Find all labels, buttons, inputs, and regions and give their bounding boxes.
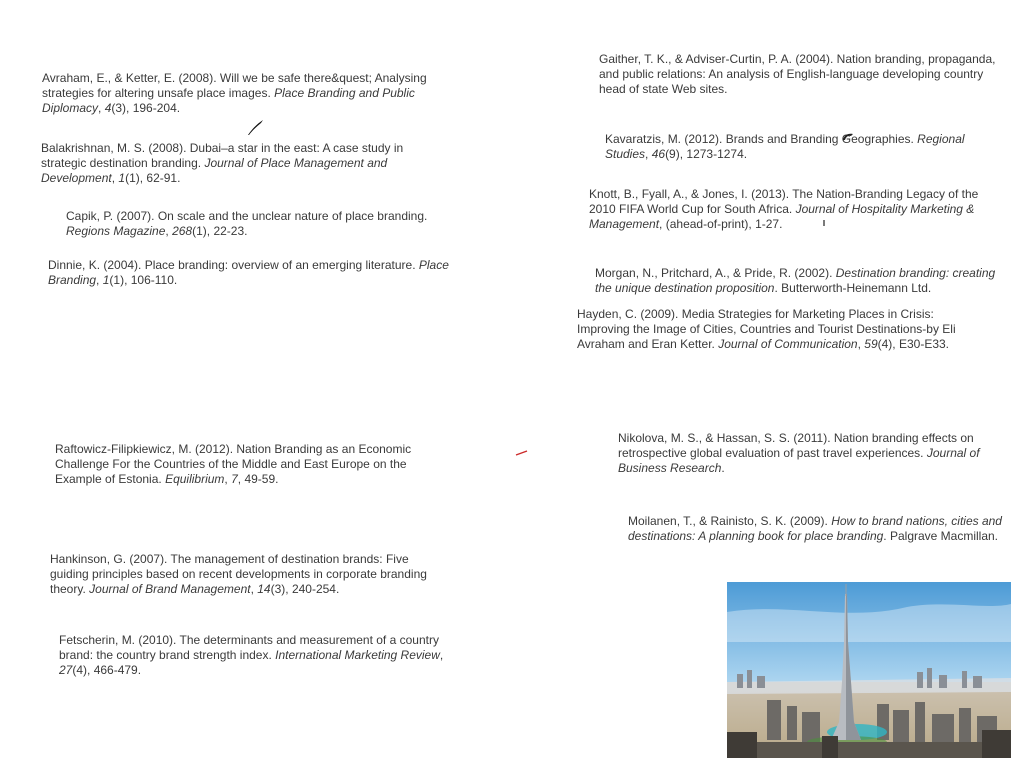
reference-text: Raftowicz-Filipkiewicz, M. (2012). Nation Branding as an Economic Challenge For the Countries of the Middle and East Europe on the Example of Estonia.: [55, 442, 412, 486]
reference-separator: ,: [439, 647, 444, 662]
reference-pages: , 49-59.: [237, 471, 279, 486]
reference-separator: .: [774, 280, 782, 295]
reference-separator: ,: [96, 272, 103, 287]
reference-entry: [59, 633, 459, 677]
reference-source: Place Branding and Public Diplomacy: [42, 85, 415, 115]
pen-stroke-mark: [246, 119, 266, 137]
reference-entry: [66, 209, 446, 239]
reference-text: Morgan, N., Pritchard, A., & Pride, R. (2002).: [595, 266, 836, 280]
reference-text: Fetscherin, M. (2010). The determinants and measurement of a country brand: the country brand strength index.: [59, 633, 439, 662]
reference-entry: [595, 266, 1015, 296]
reference-pages: (3), 240-254.: [270, 581, 340, 596]
reference-entry: [628, 514, 1024, 544]
reference-pages: (3), 196-204.: [111, 100, 181, 115]
reference-volume: 4: [104, 100, 112, 115]
reference-text: Balakrishnan, M. S. (2008). Dubai–a star in the east: A case study in strategic destination branding.: [41, 141, 404, 170]
reference-pages: (1), 62-91.: [125, 170, 181, 185]
reference-text: Moilanen, T., & Rainisto, S. K. (2009).: [628, 514, 832, 528]
reference-separator: ,: [98, 100, 105, 115]
reference-source: Destination branding: creating the unique destination proposition: [595, 266, 996, 295]
reference-entry: [50, 552, 450, 596]
reference-entry: [41, 141, 421, 185]
pen-stroke-mark-red: [515, 449, 529, 457]
reference-separator: ,: [645, 146, 652, 161]
reference-volume: 1: [102, 272, 110, 287]
reference-volume: 7: [231, 471, 238, 486]
reference-pages: (9), 1273-1274.: [665, 146, 748, 161]
dubai-skyline-photo: [727, 582, 1011, 758]
pen-tick-mark: [822, 219, 826, 228]
reference-text: Hayden, C. (2009). Media Strategies for Marketing Places in Crisis: Improving the Image of Cities, Countries and Tourist Destinations-by Eli Avraham and Eran Ketter.: [577, 307, 956, 351]
pen-stroke-mark-small: [842, 132, 854, 142]
reference-separator: ,: [857, 336, 865, 351]
reference-source: Journal of Business Research: [618, 445, 980, 475]
reference-separator: ,: [659, 216, 666, 231]
reference-pages: (1), 106-110.: [109, 272, 178, 287]
reference-pages: (4), 466-479.: [72, 662, 142, 677]
reference-source: Regional Studies: [605, 132, 965, 161]
reference-separator: ,: [224, 471, 232, 486]
reference-separator: ,: [250, 581, 258, 596]
reference-source: Journal of Hospitality Marketing & Management: [589, 201, 975, 231]
reference-source: Place Branding: [48, 258, 449, 287]
reference-volume: 14: [257, 581, 271, 596]
reference-pages: (ahead-of-print), 1-27.: [665, 216, 783, 231]
reference-entry: [589, 187, 989, 231]
reference-text: Hankinson, G. (2007). The management of destination brands: Five guiding principles based on recent developments in corporate branding theory.: [50, 552, 427, 596]
reference-source: Regions Magazine: [66, 223, 166, 238]
reference-source: Journal of Communication: [718, 336, 858, 351]
reference-source: Journal of Place Management and Development: [41, 155, 388, 185]
reference-entry: [599, 52, 1009, 96]
reference-separator: .: [721, 460, 725, 475]
reference-source: International Marketing Review: [275, 647, 440, 662]
reference-source: Journal of Brand Management: [89, 581, 251, 596]
reference-text: Nikolova, M. S., & Hassan, S. S. (2011). Nation branding effects on retrospective global evaluation of past travel experiences.: [618, 431, 974, 460]
reference-volume: 59: [864, 336, 878, 351]
reference-entry: [48, 258, 468, 288]
reference-entry: [55, 442, 435, 486]
reference-text: Avraham, E., & Ketter, E. (2008). Will we be safe there&quest; Analysing strategies for altering unsafe place images.: [42, 71, 427, 100]
reference-separator: .: [883, 528, 890, 543]
reference-entry: [618, 431, 998, 475]
reference-source: Equilibrium: [165, 471, 225, 486]
reference-separator: ,: [165, 223, 173, 238]
reference-volume: 1: [118, 170, 126, 185]
reference-text: Capik, P. (2007). On scale and the unclear nature of place branding.: [66, 209, 428, 223]
reference-pages: (1), 22-23.: [192, 223, 248, 238]
reference-text: Knott, B., Fyall, A., & Jones, I. (2013). The Nation-Branding Legacy of the 2010 FIFA World Cup for South Africa.: [589, 187, 979, 216]
reference-text: Dinnie, K. (2004). Place branding: overview of an emerging literature.: [48, 258, 419, 272]
reference-pages: (4), E30-E33.: [877, 336, 950, 351]
reference-entry: [577, 307, 977, 351]
reference-text: Kavaratzis, M. (2012). Brands and Branding Geographies.: [605, 132, 918, 146]
reference-source: How to brand nations, cities and destinations: A planning book for place branding: [628, 514, 1002, 543]
reference-entry: [42, 71, 442, 115]
reference-volume: 268: [172, 223, 193, 238]
reference-volume: 27: [59, 662, 73, 677]
reference-entry: [605, 132, 985, 162]
reference-volume: 46: [651, 146, 666, 161]
reference-separator: ,: [111, 170, 119, 185]
reference-pages: Butterworth-Heinemann Ltd.: [781, 280, 932, 295]
reference-pages: Palgrave Macmillan.: [889, 528, 999, 543]
reference-text: Gaither, T. K., & Adviser-Curtin, P. A. (2004). Nation branding, propaganda, and public relations: An analysis of English-language developing country head of state Web sites.: [599, 52, 996, 96]
